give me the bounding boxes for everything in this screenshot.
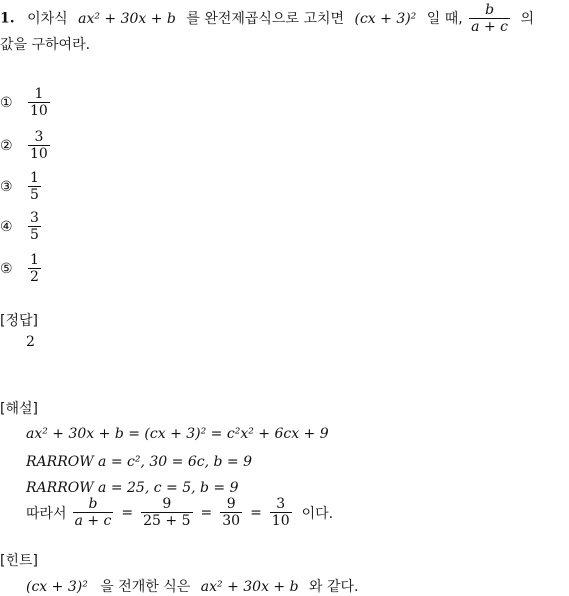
- choice-num: 1: [30, 170, 39, 186]
- choice-1[interactable]: [0, 86, 52, 119]
- choice-fraction: [28, 210, 41, 243]
- choice-den: 5: [30, 227, 39, 243]
- choice-fraction: [28, 129, 50, 162]
- choice-mark: ①: [0, 94, 13, 111]
- fraction-den: a + c: [74, 513, 112, 529]
- hint-expr-2: ax² + 30x + b: [200, 579, 299, 595]
- choice-mark: ②: [0, 137, 13, 154]
- explanation-line-3: RARROW a = 25, c = 5, b = 9: [26, 480, 239, 496]
- choice-fraction: [28, 252, 41, 285]
- explanation-line-1: ax² + 30x + b = (cx + 3)² = c²x² + 6cx + 9: [26, 426, 329, 442]
- choice-den: 2: [30, 269, 39, 285]
- explanation-label: [해설]: [0, 401, 38, 417]
- answer-value: 2: [26, 334, 35, 350]
- explanation-fraction-3: [220, 496, 242, 529]
- question-fraction-num: b: [485, 2, 495, 18]
- question-text-3: 일 때,: [426, 10, 463, 27]
- choice-den: 10: [30, 146, 48, 162]
- choice-fraction: [28, 86, 50, 119]
- explanation-fraction-2: [141, 496, 192, 529]
- question-fraction: [469, 2, 510, 35]
- choice-num: 3: [34, 129, 44, 145]
- question-text-2: 를 완전제곱식으로 고치면: [186, 10, 345, 27]
- hint-expr-1: (cx + 3)²: [26, 579, 88, 595]
- explanation-fraction-1: [73, 496, 114, 529]
- question-square: (cx + 3)²: [354, 10, 417, 27]
- question-text-1: 이차식: [27, 10, 68, 27]
- question-expr: ax² + 30x + b: [78, 10, 176, 27]
- choice-2[interactable]: [0, 129, 52, 162]
- hint-text-1: 을 전개한 식은: [100, 579, 191, 595]
- choice-num: 1: [30, 252, 39, 268]
- fraction-den: 25 + 5: [143, 513, 191, 529]
- choice-mark: ③: [0, 178, 13, 195]
- question-text-4: 의: [520, 10, 534, 27]
- equals-sign: =: [121, 504, 134, 521]
- fraction-num: 9: [162, 496, 172, 512]
- choice-4[interactable]: [0, 210, 43, 243]
- question-number: 1.: [0, 10, 15, 27]
- equals-sign: =: [250, 504, 262, 521]
- fraction-num: b: [88, 496, 98, 512]
- fraction-num: 3: [276, 496, 286, 512]
- explanation-line-2: RARROW a = c², 30 = 6c, b = 9: [26, 454, 252, 470]
- choice-num: 3: [30, 210, 39, 226]
- fraction-den: 30: [222, 513, 241, 529]
- explanation-prefix: 따라서: [26, 505, 67, 522]
- explanation-fraction-4: [270, 496, 292, 529]
- choice-num: 1: [34, 86, 44, 102]
- explanation-suffix: 이다.: [301, 505, 334, 522]
- fraction-num: 9: [226, 496, 236, 512]
- hint-label: [힌트]: [0, 553, 38, 569]
- fraction-den: 10: [271, 513, 290, 529]
- hint-line: [26, 576, 359, 596]
- choice-den: 10: [30, 103, 48, 119]
- choice-5[interactable]: [0, 252, 43, 285]
- question-fraction-den: a + c: [471, 19, 508, 35]
- choice-mark: ⑤: [0, 260, 13, 277]
- choice-fraction: [28, 170, 41, 203]
- explanation-line-4: [26, 496, 333, 529]
- equals-sign: =: [200, 504, 213, 521]
- choice-mark: ④: [0, 218, 13, 235]
- answer-label: [정답]: [0, 313, 38, 329]
- hint-text-2: 와 같다.: [309, 579, 359, 595]
- question-line-2: 값을 구하여라.: [0, 37, 91, 53]
- question-line-1: [0, 2, 534, 35]
- choice-den: 5: [30, 187, 39, 203]
- choice-3[interactable]: [0, 170, 43, 203]
